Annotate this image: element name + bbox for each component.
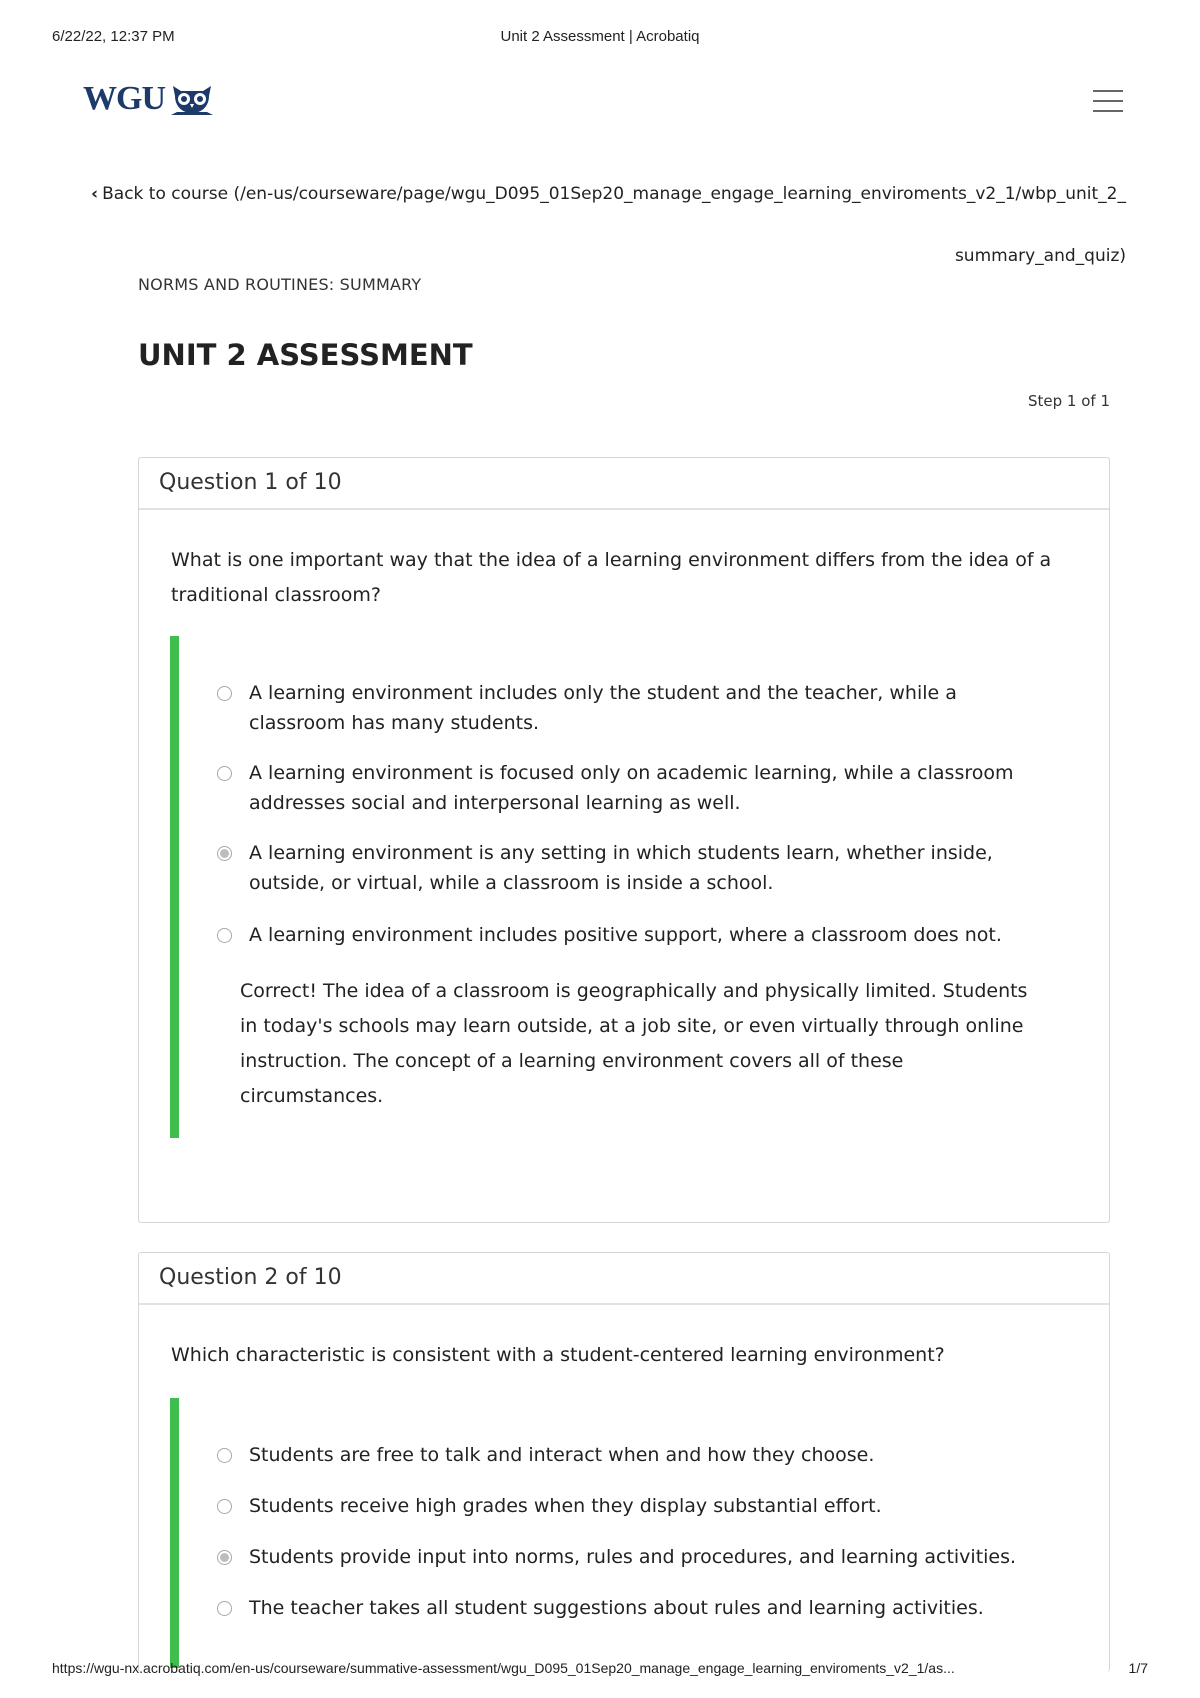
- answer-label: Students receive high grades when they display substantial effort.: [249, 1495, 882, 1517]
- question-card: [138, 1252, 1110, 1672]
- answer-label: Students provide input into norms, rules and procedures, and learning activities.: [249, 1546, 1017, 1568]
- answer-option[interactable]: [217, 1491, 1057, 1521]
- radio-button[interactable]: [217, 1601, 232, 1616]
- answer-label: A learning environment includes only the student and the teacher, while a classroom has many students.: [249, 682, 957, 734]
- radio-button-selected[interactable]: [217, 1550, 232, 1565]
- chevron-left-icon: ‹: [91, 184, 99, 204]
- question-header: Question 2 of 10: [139, 1253, 1109, 1305]
- print-header: [52, 28, 1148, 48]
- question-text: Which characteristic is consistent with a student-centered learning environment?: [171, 1344, 945, 1366]
- page-title: UNIT 2 ASSESSMENT: [138, 338, 473, 372]
- answer-option[interactable]: [217, 1440, 1057, 1470]
- answer-feedback: Correct! The idea of a classroom is geographically and physically limited. Students in today's schools may learn outside, at a job site, or even virtually through online instruction. The concept of a learning environment covers all of these circumstances.: [240, 980, 1028, 1107]
- answer-option[interactable]: [217, 678, 1057, 738]
- question-text: What is one important way that the idea of a learning environment differs from the idea of a traditional classroom?: [171, 549, 1052, 606]
- answer-option[interactable]: [217, 1542, 1057, 1572]
- logo-text: WGU: [83, 80, 165, 117]
- answer-label: A learning environment is any setting in which students learn, whether inside, outside, or virtual, while a classroom is inside a school.: [249, 842, 993, 894]
- answer-option[interactable]: [217, 1593, 1057, 1623]
- radio-button-selected[interactable]: [217, 846, 232, 861]
- print-date: 6/22/22, 12:37 PM: [52, 28, 175, 45]
- radio-button[interactable]: [217, 686, 232, 701]
- radio-button[interactable]: [217, 766, 232, 781]
- print-footer: [52, 1660, 1148, 1680]
- answer-option[interactable]: [217, 920, 1057, 950]
- answer-label: The teacher takes all student suggestions about rules and learning activities.: [249, 1597, 984, 1619]
- hamburger-menu-icon[interactable]: [1093, 90, 1123, 114]
- answer-group: [170, 636, 1070, 1138]
- wgu-logo[interactable]: [83, 80, 215, 118]
- back-to-course-text: Back to course (/en-us/courseware/page/wgu_D095_01Sep20_manage_engage_learning_enviroments_v2_1/wbp_unit_2_summary_and_quiz): [102, 184, 1126, 266]
- answer-label: Students are free to talk and interact when and how they choose.: [249, 1444, 875, 1466]
- radio-button[interactable]: [217, 1499, 232, 1514]
- step-indicator: Step 1 of 1: [1027, 392, 1110, 410]
- answer-group: [170, 1398, 1070, 1668]
- answer-label: A learning environment is focused only on academic learning, while a classroom addresses social and interpersonal learning as well.: [249, 762, 1014, 814]
- print-page-number: 1/7: [1128, 1660, 1148, 1676]
- question-header: Question 1 of 10: [139, 458, 1109, 510]
- back-to-course-link[interactable]: [83, 163, 1126, 287]
- radio-button[interactable]: [217, 1448, 232, 1463]
- answer-label: A learning environment includes positive support, where a classroom does not.: [249, 924, 1002, 946]
- answer-option[interactable]: [217, 838, 1057, 898]
- print-url: https://wgu-nx.acrobatiq.com/en-us/courseware/summative-assessment/wgu_D095_01Sep20_manage_engage_learning_enviroments_v2_1/as...: [52, 1660, 955, 1676]
- print-page-title: Unit 2 Assessment | Acrobatiq: [500, 28, 700, 45]
- radio-button[interactable]: [217, 928, 232, 943]
- section-label: NORMS AND ROUTINES: SUMMARY: [138, 275, 422, 294]
- answer-option[interactable]: [217, 758, 1057, 818]
- question-card: [138, 457, 1110, 1223]
- owl-logo-icon: [169, 82, 215, 116]
